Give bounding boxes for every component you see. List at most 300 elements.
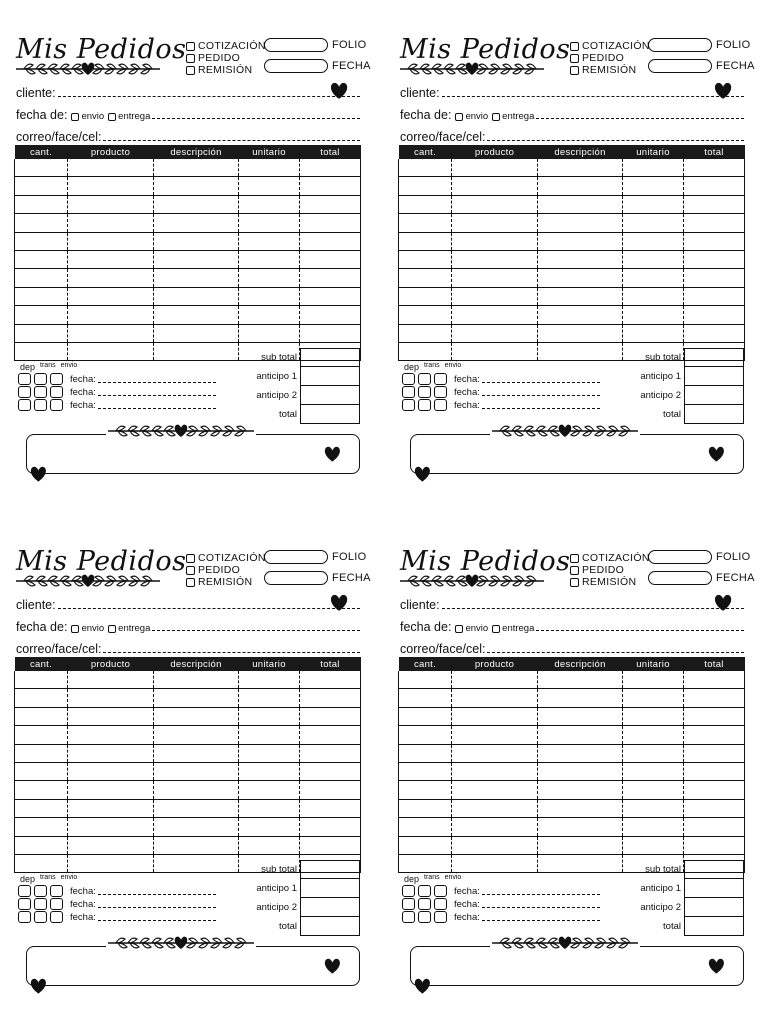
table-cell[interactable] <box>15 342 68 360</box>
checkbox[interactable] <box>418 386 431 398</box>
table-cell[interactable] <box>68 306 154 324</box>
payment-date-line[interactable] <box>98 382 216 383</box>
table-cell[interactable] <box>399 250 452 268</box>
table-cell[interactable] <box>239 214 300 232</box>
table-cell[interactable] <box>538 214 623 232</box>
payment-date-line[interactable] <box>98 920 216 921</box>
checkbox[interactable] <box>434 898 447 910</box>
table-cell[interactable] <box>399 232 452 250</box>
table-cell[interactable] <box>399 854 452 872</box>
table-cell[interactable] <box>623 799 684 817</box>
table-cell[interactable] <box>300 232 361 250</box>
checkbox[interactable] <box>18 885 31 897</box>
doc-type-option[interactable] <box>186 552 266 564</box>
table-cell[interactable] <box>154 177 239 195</box>
table-cell[interactable] <box>300 818 361 836</box>
table-cell[interactable] <box>399 324 452 342</box>
totals-value-box[interactable] <box>300 898 360 917</box>
payment-date-line[interactable] <box>98 395 216 396</box>
table-cell[interactable] <box>154 159 239 177</box>
checkbox[interactable] <box>570 566 579 575</box>
totals-value-box[interactable] <box>300 367 360 386</box>
totals-value-box[interactable] <box>300 879 360 898</box>
table-cell[interactable] <box>399 214 452 232</box>
table-cell[interactable] <box>399 818 452 836</box>
table-cell[interactable] <box>15 781 68 799</box>
table-cell[interactable] <box>15 671 68 689</box>
table-cell[interactable] <box>538 195 623 213</box>
contacto-row[interactable] <box>16 642 360 656</box>
table-cell[interactable] <box>623 818 684 836</box>
table-cell[interactable] <box>300 287 361 305</box>
table-cell[interactable] <box>684 177 745 195</box>
table-cell[interactable] <box>68 836 154 854</box>
table-cell[interactable] <box>154 306 239 324</box>
table-cell[interactable] <box>623 762 684 780</box>
envio-option[interactable] <box>455 111 488 122</box>
checkbox[interactable] <box>570 42 579 51</box>
entrega-option[interactable] <box>108 111 150 122</box>
table-cell[interactable] <box>300 799 361 817</box>
payment-date-line[interactable] <box>482 395 600 396</box>
cliente-row[interactable] <box>16 86 360 100</box>
table-cell[interactable] <box>154 214 239 232</box>
table-cell[interactable] <box>239 781 300 799</box>
table-cell[interactable] <box>684 250 745 268</box>
table-cell[interactable] <box>538 781 623 799</box>
checkbox[interactable] <box>402 399 415 411</box>
checkbox[interactable] <box>18 386 31 398</box>
table-cell[interactable] <box>154 342 239 360</box>
table-cell[interactable] <box>399 287 452 305</box>
table-cell[interactable] <box>239 744 300 762</box>
table-cell[interactable] <box>684 214 745 232</box>
table-cell[interactable] <box>239 324 300 342</box>
table-cell[interactable] <box>684 762 745 780</box>
table-cell[interactable] <box>68 287 154 305</box>
table-cell[interactable] <box>15 762 68 780</box>
table-cell[interactable] <box>300 781 361 799</box>
table-cell[interactable] <box>452 177 538 195</box>
payment-date-line[interactable] <box>482 920 600 921</box>
table-cell[interactable] <box>68 342 154 360</box>
checkbox[interactable] <box>18 911 31 923</box>
doc-type-option[interactable] <box>570 64 650 76</box>
table-cell[interactable] <box>300 689 361 707</box>
checkbox[interactable] <box>18 898 31 910</box>
table-cell[interactable] <box>452 707 538 725</box>
table-cell[interactable] <box>452 195 538 213</box>
fecha-line[interactable] <box>536 630 744 631</box>
table-cell[interactable] <box>154 707 239 725</box>
table-cell[interactable] <box>154 287 239 305</box>
table-cell[interactable] <box>623 781 684 799</box>
totals-value-box[interactable] <box>684 367 744 386</box>
totals-value-box[interactable] <box>684 405 744 424</box>
checkbox[interactable] <box>186 578 195 587</box>
checkbox[interactable] <box>402 386 415 398</box>
table-cell[interactable] <box>68 177 154 195</box>
table-cell[interactable] <box>239 689 300 707</box>
table-cell[interactable] <box>300 195 361 213</box>
table-cell[interactable] <box>154 269 239 287</box>
cliente-line[interactable] <box>442 608 744 609</box>
table-cell[interactable] <box>154 689 239 707</box>
table-cell[interactable] <box>623 671 684 689</box>
table-cell[interactable] <box>538 324 623 342</box>
table-cell[interactable] <box>239 726 300 744</box>
table-cell[interactable] <box>399 762 452 780</box>
table-cell[interactable] <box>300 306 361 324</box>
table-cell[interactable] <box>538 306 623 324</box>
table-cell[interactable] <box>684 781 745 799</box>
table-cell[interactable] <box>538 744 623 762</box>
table-cell[interactable] <box>538 818 623 836</box>
table-cell[interactable] <box>68 159 154 177</box>
table-cell[interactable] <box>538 762 623 780</box>
table-cell[interactable] <box>623 689 684 707</box>
table-cell[interactable] <box>239 159 300 177</box>
table-cell[interactable] <box>300 269 361 287</box>
checkbox[interactable] <box>418 885 431 897</box>
table-cell[interactable] <box>452 818 538 836</box>
table-cell[interactable] <box>538 159 623 177</box>
table-cell[interactable] <box>154 250 239 268</box>
table-cell[interactable] <box>15 306 68 324</box>
table-cell[interactable] <box>68 214 154 232</box>
checkbox[interactable] <box>50 885 63 897</box>
table-cell[interactable] <box>684 689 745 707</box>
table-cell[interactable] <box>300 250 361 268</box>
contacto-row[interactable] <box>400 130 744 144</box>
cliente-line[interactable] <box>442 96 744 97</box>
checkbox[interactable] <box>34 898 47 910</box>
fecha-field[interactable] <box>648 59 712 73</box>
totals-value-box[interactable] <box>684 860 744 879</box>
table-cell[interactable] <box>68 744 154 762</box>
table-cell[interactable] <box>538 177 623 195</box>
table-cell[interactable] <box>538 287 623 305</box>
totals-value-box[interactable] <box>300 386 360 405</box>
table-cell[interactable] <box>684 671 745 689</box>
table-cell[interactable] <box>399 671 452 689</box>
table-cell[interactable] <box>300 744 361 762</box>
table-cell[interactable] <box>623 287 684 305</box>
totals-value-box[interactable] <box>300 860 360 879</box>
checkbox[interactable] <box>570 578 579 587</box>
notes-box[interactable] <box>26 434 360 474</box>
table-cell[interactable] <box>623 324 684 342</box>
checkbox[interactable] <box>34 911 47 923</box>
table-cell[interactable] <box>300 159 361 177</box>
table-cell[interactable] <box>239 287 300 305</box>
table-cell[interactable] <box>452 836 538 854</box>
table-cell[interactable] <box>68 269 154 287</box>
table-cell[interactable] <box>15 250 68 268</box>
table-cell[interactable] <box>154 195 239 213</box>
checkbox[interactable] <box>50 898 63 910</box>
table-cell[interactable] <box>239 306 300 324</box>
table-cell[interactable] <box>239 799 300 817</box>
table-cell[interactable] <box>15 818 68 836</box>
checkbox[interactable] <box>71 113 79 121</box>
doc-type-option[interactable] <box>186 52 266 64</box>
checkbox[interactable] <box>71 625 79 633</box>
checkbox[interactable] <box>434 386 447 398</box>
table-cell[interactable] <box>452 269 538 287</box>
doc-type-option[interactable] <box>570 552 650 564</box>
checkbox[interactable] <box>34 885 47 897</box>
table-cell[interactable] <box>684 799 745 817</box>
table-cell[interactable] <box>684 707 745 725</box>
checkbox[interactable] <box>402 898 415 910</box>
table-cell[interactable] <box>68 689 154 707</box>
table-cell[interactable] <box>538 854 623 872</box>
table-cell[interactable] <box>399 836 452 854</box>
checkbox[interactable] <box>50 386 63 398</box>
contacto-row[interactable] <box>400 642 744 656</box>
table-cell[interactable] <box>68 250 154 268</box>
table-cell[interactable] <box>452 799 538 817</box>
table-cell[interactable] <box>68 762 154 780</box>
table-cell[interactable] <box>15 324 68 342</box>
checkbox[interactable] <box>50 911 63 923</box>
checkbox[interactable] <box>455 625 463 633</box>
table-cell[interactable] <box>154 726 239 744</box>
table-cell[interactable] <box>623 250 684 268</box>
table-cell[interactable] <box>452 232 538 250</box>
doc-type-option[interactable] <box>570 52 650 64</box>
checkbox[interactable] <box>34 386 47 398</box>
table-cell[interactable] <box>399 195 452 213</box>
checkbox[interactable] <box>434 399 447 411</box>
table-cell[interactable] <box>623 232 684 250</box>
table-cell[interactable] <box>452 287 538 305</box>
folio-field[interactable] <box>264 38 328 52</box>
entrega-option[interactable] <box>492 111 534 122</box>
checkbox[interactable] <box>108 113 116 121</box>
table-cell[interactable] <box>452 159 538 177</box>
checkbox[interactable] <box>186 54 195 63</box>
table-cell[interactable] <box>15 799 68 817</box>
notes-box[interactable] <box>26 946 360 986</box>
notes-box[interactable] <box>410 434 744 474</box>
table-cell[interactable] <box>452 250 538 268</box>
table-cell[interactable] <box>399 744 452 762</box>
table-cell[interactable] <box>15 269 68 287</box>
entrega-option[interactable] <box>492 623 534 634</box>
checkbox[interactable] <box>186 42 195 51</box>
table-cell[interactable] <box>239 232 300 250</box>
table-cell[interactable] <box>154 818 239 836</box>
fecha-field[interactable] <box>648 571 712 585</box>
checkbox[interactable] <box>50 373 63 385</box>
table-cell[interactable] <box>399 689 452 707</box>
table-cell[interactable] <box>684 306 745 324</box>
table-cell[interactable] <box>684 818 745 836</box>
totals-value-box[interactable] <box>684 917 744 936</box>
table-cell[interactable] <box>300 324 361 342</box>
table-cell[interactable] <box>623 744 684 762</box>
checkbox[interactable] <box>492 625 500 633</box>
totals-value-box[interactable] <box>300 348 360 367</box>
table-cell[interactable] <box>399 726 452 744</box>
checkbox[interactable] <box>418 911 431 923</box>
table-cell[interactable] <box>239 195 300 213</box>
table-cell[interactable] <box>452 781 538 799</box>
checkbox[interactable] <box>418 399 431 411</box>
table-cell[interactable] <box>239 707 300 725</box>
table-cell[interactable] <box>538 269 623 287</box>
folio-field[interactable] <box>648 550 712 564</box>
table-cell[interactable] <box>399 707 452 725</box>
fecha-field[interactable] <box>264 571 328 585</box>
table-cell[interactable] <box>399 306 452 324</box>
table-cell[interactable] <box>68 232 154 250</box>
table-cell[interactable] <box>452 689 538 707</box>
table-cell[interactable] <box>684 159 745 177</box>
table-cell[interactable] <box>684 287 745 305</box>
table-cell[interactable] <box>538 726 623 744</box>
table-cell[interactable] <box>684 324 745 342</box>
table-cell[interactable] <box>154 232 239 250</box>
table-cell[interactable] <box>623 726 684 744</box>
checkbox[interactable] <box>108 625 116 633</box>
folio-field[interactable] <box>648 38 712 52</box>
table-cell[interactable] <box>239 818 300 836</box>
checkbox[interactable] <box>434 911 447 923</box>
cliente-line[interactable] <box>58 608 360 609</box>
table-cell[interactable] <box>538 342 623 360</box>
table-cell[interactable] <box>452 671 538 689</box>
checkbox[interactable] <box>18 373 31 385</box>
checkbox[interactable] <box>418 898 431 910</box>
notes-box[interactable] <box>410 946 744 986</box>
table-cell[interactable] <box>68 854 154 872</box>
table-cell[interactable] <box>15 689 68 707</box>
table-cell[interactable] <box>300 177 361 195</box>
table-cell[interactable] <box>68 195 154 213</box>
table-cell[interactable] <box>399 799 452 817</box>
table-cell[interactable] <box>68 781 154 799</box>
table-cell[interactable] <box>684 726 745 744</box>
table-cell[interactable] <box>15 159 68 177</box>
table-cell[interactable] <box>15 195 68 213</box>
envio-option[interactable] <box>71 623 104 634</box>
cliente-line[interactable] <box>58 96 360 97</box>
table-cell[interactable] <box>452 762 538 780</box>
checkbox[interactable] <box>492 113 500 121</box>
table-cell[interactable] <box>623 159 684 177</box>
contacto-line[interactable] <box>103 140 360 141</box>
checkbox[interactable] <box>402 911 415 923</box>
table-cell[interactable] <box>452 306 538 324</box>
doc-type-option[interactable] <box>186 40 266 52</box>
cliente-row[interactable] <box>400 86 744 100</box>
table-cell[interactable] <box>239 177 300 195</box>
totals-value-box[interactable] <box>300 917 360 936</box>
table-cell[interactable] <box>452 214 538 232</box>
checkbox[interactable] <box>402 373 415 385</box>
table-cell[interactable] <box>68 799 154 817</box>
fecha-line[interactable] <box>152 118 360 119</box>
table-cell[interactable] <box>15 287 68 305</box>
table-cell[interactable] <box>538 232 623 250</box>
table-cell[interactable] <box>68 671 154 689</box>
fecha-field[interactable] <box>264 59 328 73</box>
checkbox[interactable] <box>455 113 463 121</box>
table-cell[interactable] <box>538 836 623 854</box>
table-cell[interactable] <box>239 836 300 854</box>
table-cell[interactable] <box>154 744 239 762</box>
checkbox[interactable] <box>186 554 195 563</box>
table-cell[interactable] <box>684 232 745 250</box>
totals-value-box[interactable] <box>684 348 744 367</box>
table-cell[interactable] <box>239 269 300 287</box>
checkbox[interactable] <box>418 373 431 385</box>
table-cell[interactable] <box>154 671 239 689</box>
contacto-line[interactable] <box>487 652 744 653</box>
table-cell[interactable] <box>452 854 538 872</box>
table-cell[interactable] <box>538 671 623 689</box>
payment-date-line[interactable] <box>482 382 600 383</box>
doc-type-option[interactable] <box>186 64 266 76</box>
payment-date-line[interactable] <box>98 907 216 908</box>
table-cell[interactable] <box>15 744 68 762</box>
table-cell[interactable] <box>239 762 300 780</box>
checkbox[interactable] <box>434 373 447 385</box>
payment-date-line[interactable] <box>482 907 600 908</box>
totals-value-box[interactable] <box>684 386 744 405</box>
contacto-line[interactable] <box>487 140 744 141</box>
table-cell[interactable] <box>623 836 684 854</box>
table-cell[interactable] <box>452 744 538 762</box>
table-cell[interactable] <box>68 707 154 725</box>
table-cell[interactable] <box>538 707 623 725</box>
checkbox[interactable] <box>18 399 31 411</box>
table-cell[interactable] <box>300 214 361 232</box>
fecha-line[interactable] <box>536 118 744 119</box>
table-cell[interactable] <box>399 342 452 360</box>
table-cell[interactable] <box>239 250 300 268</box>
checkbox[interactable] <box>186 566 195 575</box>
table-cell[interactable] <box>15 232 68 250</box>
fecha-line[interactable] <box>152 630 360 631</box>
checkbox[interactable] <box>434 885 447 897</box>
checkbox[interactable] <box>186 66 195 75</box>
table-cell[interactable] <box>15 726 68 744</box>
table-cell[interactable] <box>623 306 684 324</box>
table-cell[interactable] <box>399 177 452 195</box>
table-cell[interactable] <box>15 214 68 232</box>
payment-date-line[interactable] <box>482 408 600 409</box>
contacto-line[interactable] <box>103 652 360 653</box>
payment-date-line[interactable] <box>482 894 600 895</box>
table-cell[interactable] <box>399 781 452 799</box>
table-cell[interactable] <box>623 214 684 232</box>
totals-value-box[interactable] <box>684 898 744 917</box>
checkbox[interactable] <box>402 885 415 897</box>
totals-value-box[interactable] <box>684 879 744 898</box>
table-cell[interactable] <box>623 177 684 195</box>
table-cell[interactable] <box>154 799 239 817</box>
envio-option[interactable] <box>71 111 104 122</box>
table-cell[interactable] <box>154 781 239 799</box>
table-cell[interactable] <box>623 195 684 213</box>
doc-type-option[interactable] <box>186 576 266 588</box>
totals-value-box[interactable] <box>300 405 360 424</box>
table-cell[interactable] <box>154 836 239 854</box>
